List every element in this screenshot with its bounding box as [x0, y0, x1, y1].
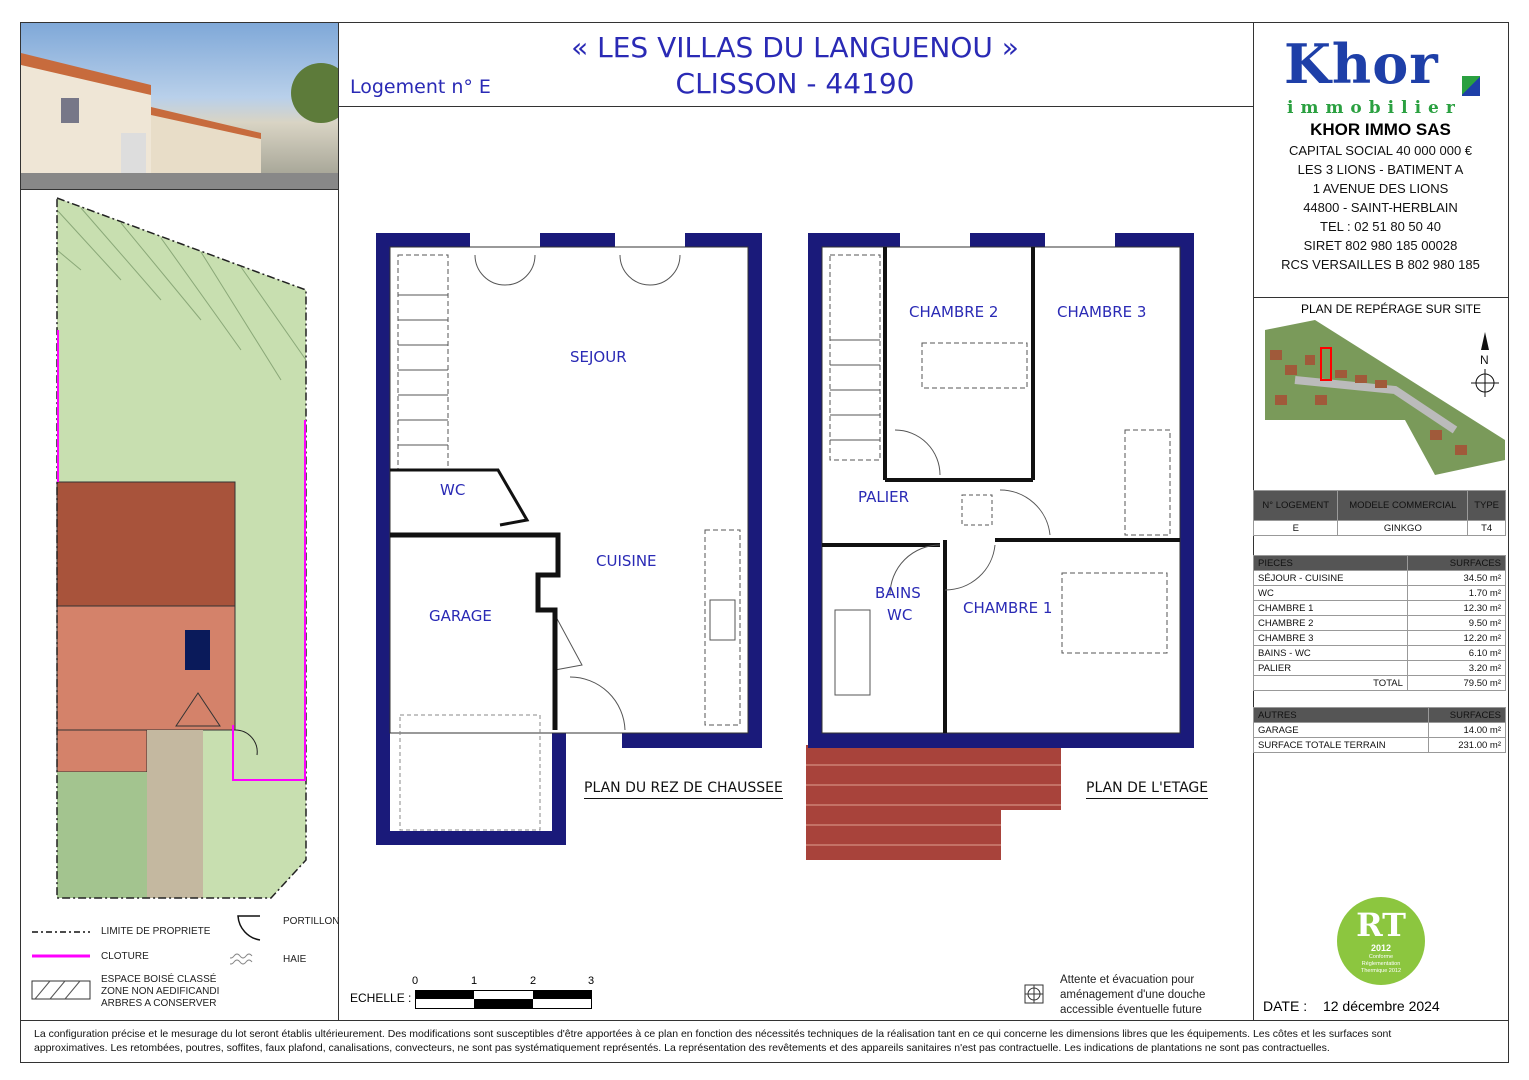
lot-table [1253, 490, 1506, 536]
scale-label: ECHELLE : [350, 991, 412, 1005]
table-row [1254, 601, 1506, 616]
divider [338, 22, 339, 1020]
company-line: RCS VERSAILLES B 802 980 185 [1281, 257, 1480, 272]
upper-floor-title: PLAN DE L'ETAGE [1086, 780, 1208, 799]
site-plan-title: PLAN DE REPÉRAGE SUR SITE [1300, 302, 1482, 316]
room-surface: 6.10 m² [1407, 646, 1505, 661]
other-name: GARAGE [1254, 723, 1429, 738]
legend-espace [101, 974, 219, 1010]
company-line: CAPITAL SOCIAL 40 000 000 € [1288, 143, 1473, 158]
portillon-haie-symbols [230, 912, 280, 972]
table-row [1254, 723, 1506, 738]
room-surface: 12.30 m² [1407, 601, 1505, 616]
logement-number: Logement n° E [350, 76, 491, 98]
legend-limite: LIMITE DE PROPRIETE [101, 926, 211, 937]
legend-haie: HAIE [283, 954, 307, 965]
other-name: SURFACE TOTALE TERRAIN [1254, 738, 1429, 753]
divider [338, 106, 1253, 107]
divider [1253, 297, 1508, 298]
legend-espace-line: ARBRES A CONSERVER [101, 998, 217, 1009]
header-type: TYPE [1468, 491, 1506, 521]
room-surface: 34.50 m² [1407, 571, 1505, 586]
room-chambre-1: CHAMBRE 1 [963, 599, 1053, 617]
logement-value: E [1254, 521, 1338, 536]
ground-floor-title: PLAN DU REZ DE CHAUSSEE [584, 780, 783, 799]
title-line1: « LES VILLAS DU LANGUENOU » [571, 31, 1019, 64]
rt-sub: Conforme Réglementation Thermique 2012 [1360, 954, 1402, 974]
room-surface: 9.50 m² [1407, 616, 1505, 631]
villa-rendering-image [21, 23, 338, 189]
company-name: KHOR IMMO SAS [1310, 120, 1451, 139]
rt-year: 2012 [1370, 943, 1392, 953]
room-name: CHAMBRE 2 [1254, 616, 1408, 631]
disclaimer-line: approximatives. Les retombées, poutres, soffites, faux plafond, canalisations, convecteurs, ne sont pas systématiquement représentés. La représentation des revêtements et des appareils sanitaires n'est pas contractuelle. Les indications de plantations ne sont pas contractuelles. [34, 1042, 1330, 1054]
room-name: PALIER [1254, 661, 1408, 676]
room-bains: BAINS [875, 584, 921, 602]
type-value: T4 [1468, 521, 1506, 536]
legend-portillon: PORTILLON [283, 916, 340, 927]
room-surface: 1.70 m² [1407, 586, 1505, 601]
legend-espace-line: ZONE NON AEDIFICANDI [101, 986, 220, 997]
total-value: 79.50 m² [1407, 676, 1505, 691]
company-info [1253, 141, 1508, 274]
table-row [1254, 646, 1506, 661]
rooms-table [1253, 555, 1506, 691]
legend-cloture: CLOTURE [101, 951, 149, 962]
table-row [1254, 586, 1506, 601]
khor-logo: Khor [1284, 32, 1439, 96]
shower-note-line: accessible éventuelle future [1060, 1004, 1202, 1016]
disclaimer [34, 1027, 1504, 1055]
header-modele: MODELE COMMERCIAL [1338, 491, 1468, 521]
table-row [1254, 661, 1506, 676]
room-palier: PALIER [858, 488, 910, 506]
scale-tick: 1 [471, 975, 478, 987]
scale-tick: 0 [412, 975, 419, 987]
shower-note-line: Attente et évacuation pour [1060, 974, 1195, 986]
room-name: BAINS - WC [1254, 646, 1408, 661]
room-sejour: SEJOUR [570, 348, 627, 366]
table-row [1254, 616, 1506, 631]
table-row [1254, 631, 1506, 646]
rt2012-badge [1337, 897, 1425, 985]
company-line: LES 3 LIONS - BATIMENT A [1297, 162, 1464, 177]
ground-floor-plan [370, 225, 770, 850]
total-label: TOTAL [1254, 676, 1408, 691]
header-autres: AUTRES [1254, 708, 1429, 723]
room-garage: GARAGE [429, 607, 492, 625]
room-surface: 12.20 m² [1407, 631, 1505, 646]
company-line: SIRET 802 980 185 00028 [1303, 238, 1458, 253]
room-name: SÉJOUR - CUISINE [1254, 571, 1408, 586]
room-wc-upper: WC [887, 606, 913, 624]
lot-plan [21, 190, 338, 910]
room-chambre-3: CHAMBRE 3 [1057, 303, 1147, 321]
logo-mark-icon [1462, 76, 1480, 96]
total-row [1254, 676, 1506, 691]
room-name: CHAMBRE 1 [1254, 601, 1408, 616]
room-name: WC [1254, 586, 1408, 601]
room-surface: 3.20 m² [1407, 661, 1505, 676]
legend-espace-line: ESPACE BOISÉ CLASSÉ [101, 974, 217, 985]
room-cuisine: CUISINE [596, 552, 657, 570]
header-surfaces: SURFACES [1428, 708, 1505, 723]
shower-note-line: aménagement d'une douche [1060, 989, 1206, 1001]
site-plan-map [1255, 320, 1507, 485]
divider [20, 1020, 1509, 1021]
shower-drain-icon [1023, 983, 1045, 1005]
project-title [520, 30, 1070, 102]
disclaimer-line: La configuration précise et le mesurage du lot seront établis ultérieurement. Des modifications sont susceptibles d'être apportées à ce plan en fonction des nécessités techniques de la réalisation tant en ce qui concerne les dimensions libres que les équipements. Les côtes et les surfaces sont [34, 1028, 1392, 1040]
scale-tick: 2 [530, 975, 537, 987]
upper-floor-plan [800, 225, 1200, 865]
north-label: N [1480, 353, 1489, 367]
header-logement: N° LOGEMENT [1254, 491, 1338, 521]
header-surfaces: SURFACES [1407, 556, 1505, 571]
scale-bar [415, 990, 593, 1010]
title-line2: CLISSON - 44190 [675, 67, 915, 100]
rt-text: RT [1356, 906, 1406, 944]
room-name: CHAMBRE 3 [1254, 631, 1408, 646]
other-surface: 231.00 m² [1428, 738, 1505, 753]
header-pieces: PIECES [1254, 556, 1408, 571]
scale-tick: 3 [588, 975, 595, 987]
date-value: 12 décembre 2024 [1322, 998, 1440, 1014]
company-line: 1 AVENUE DES LIONS [1312, 181, 1449, 196]
company-line: 44800 - SAINT-HERBLAIN [1303, 200, 1458, 215]
khor-logo-sub: immobilier [1287, 98, 1462, 118]
date [1263, 998, 1440, 1014]
modele-value: GINKGO [1338, 521, 1468, 536]
table-row [1254, 738, 1506, 753]
legend-symbols [30, 925, 95, 1005]
table-row [1254, 571, 1506, 586]
other-surface: 14.00 m² [1428, 723, 1505, 738]
date-label: DATE : [1263, 998, 1308, 1014]
others-table [1253, 707, 1506, 753]
room-wc: WC [440, 481, 466, 499]
room-chambre-2: CHAMBRE 2 [909, 303, 999, 321]
shower-note [1060, 973, 1205, 1018]
company-line: TEL : 02 51 80 50 40 [1320, 219, 1441, 234]
